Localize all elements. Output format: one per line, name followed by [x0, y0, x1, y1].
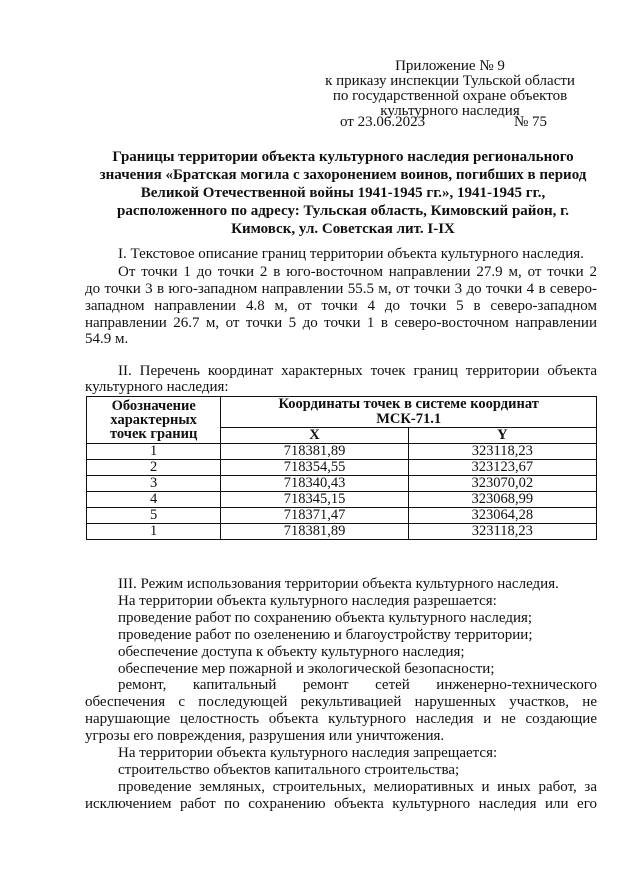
forbidden-item: проведение земляных, строительных, мелиоративных и иных работ, за — [118, 779, 597, 795]
x-cell: 718354,55 — [221, 460, 408, 476]
section1-line: направлении 26.7 м, от точки 5 до точки 1 в северо-восточном направлении — [85, 315, 597, 331]
point-cell: 1 — [87, 444, 221, 460]
section1-line: западном направлении 4.8 м, от точки 4 до точки 5 в северо-западном — [85, 298, 597, 314]
y-cell: 323118,23 — [408, 444, 596, 460]
document-title — [88, 148, 598, 238]
y-cell: 323064,28 — [408, 508, 596, 524]
point-cell: 2 — [87, 460, 221, 476]
title-line: Границы территории объекта культурного наследия регионального — [112, 149, 574, 165]
y-cell: 323118,23 — [408, 524, 596, 540]
appendix-header — [300, 59, 600, 119]
point-cell: 5 — [87, 508, 221, 524]
point-column-header — [87, 397, 221, 444]
point-header-line: точек границ — [109, 426, 198, 442]
coord-system-header — [221, 397, 597, 428]
allowed-heading: На территории объекта культурного наследия разрешается: — [118, 593, 497, 609]
header-line: к приказу инспекции Тульской области — [325, 73, 575, 89]
table-row — [87, 476, 597, 492]
table-row — [87, 508, 597, 524]
repair-line: обеспечения с последующей рекультивацией нарушенных участков, не — [85, 694, 597, 710]
coord-header-line: МСК-71.1 — [376, 411, 442, 427]
section3-heading: III. Режим использования территории объекта культурного наследия. — [118, 576, 559, 592]
header-line: по государственной охране объектов — [332, 88, 568, 104]
forbidden-item: исключением работ по сохранению объекта культурного наследия или его — [85, 796, 597, 812]
order-number: № 75 — [514, 114, 548, 130]
x-cell: 718381,89 — [221, 444, 408, 460]
header-line: культурного наследия — [380, 103, 520, 119]
x-column-header: X — [221, 428, 408, 444]
table-row — [87, 524, 597, 540]
section1-line: 54.9 м. — [85, 331, 129, 347]
section1-heading: I. Текстовое описание границ территории объекта культурного наследия. — [118, 246, 584, 262]
x-cell: 718381,89 — [221, 524, 408, 540]
allowed-item: обеспечение мер пожарной и экологической безопасности; — [118, 661, 495, 677]
point-cell: 4 — [87, 492, 221, 508]
section2-heading-cont: культурного наследия: — [85, 379, 229, 395]
section1-line: От точки 1 до точки 2 в юго-восточном направлении 27.9 м, от точки 2 — [118, 264, 597, 280]
repair-line: нарушающие целостность объекта культурного наследия и не создающие — [85, 711, 597, 727]
y-cell: 323123,67 — [408, 460, 596, 476]
x-cell: 718340,43 — [221, 476, 408, 492]
point-header-line: Обозначение — [111, 398, 196, 414]
coordinates-table — [86, 396, 597, 540]
coord-header-line: Координаты точек в системе координат — [278, 396, 539, 412]
x-cell: 718371,47 — [221, 508, 408, 524]
table-row — [87, 444, 597, 460]
order-date-number — [340, 114, 570, 131]
y-cell: 323070,02 — [408, 476, 596, 492]
point-header-line: характерных — [110, 412, 197, 428]
title-line: Кимовск, ул. Советская лит. I-IX — [231, 221, 455, 237]
forbidden-item: строительство объектов капитального строительства; — [118, 762, 460, 778]
x-cell: 718345,15 — [221, 492, 408, 508]
header-line: Приложение № 9 — [395, 58, 505, 74]
title-line: Великой Отечественной войны 1941-1945 гг.», 1941-1945 гг., — [140, 185, 546, 201]
point-cell: 1 — [87, 524, 221, 540]
forbidden-heading: На территории объекта культурного наследия запрещается: — [118, 745, 498, 761]
table-row — [87, 460, 597, 476]
repair-line: угрозы его повреждения, разрушения или уничтожения. — [85, 728, 445, 744]
y-cell: 323068,99 — [408, 492, 596, 508]
table-row — [87, 492, 597, 508]
allowed-item: проведение работ по сохранению объекта культурного наследия; — [118, 610, 533, 626]
y-column-header: Y — [408, 428, 596, 444]
point-cell: 3 — [87, 476, 221, 492]
title-line: значения «Братская могила с захоронением воинов, погибших в период — [99, 167, 587, 183]
repair-line: ремонт, капитальный ремонт сетей инженерно-технического — [118, 677, 597, 693]
section2-heading: II. Перечень координат характерных точек границ территории объекта — [118, 363, 597, 379]
allowed-item: проведение работ по озеленению и благоустройству территории; — [118, 627, 533, 643]
order-date: от 23.06.2023 — [340, 114, 426, 130]
section1-line: до точки 3 в юго-западном направлении 55.5 м, от точки 3 до точки 4 в северо- — [85, 281, 597, 297]
title-line: расположенного по адресу: Тульская область, Кимовский район, г. — [117, 203, 569, 219]
allowed-item: обеспечение доступа к объекту культурного наследия; — [118, 644, 465, 660]
